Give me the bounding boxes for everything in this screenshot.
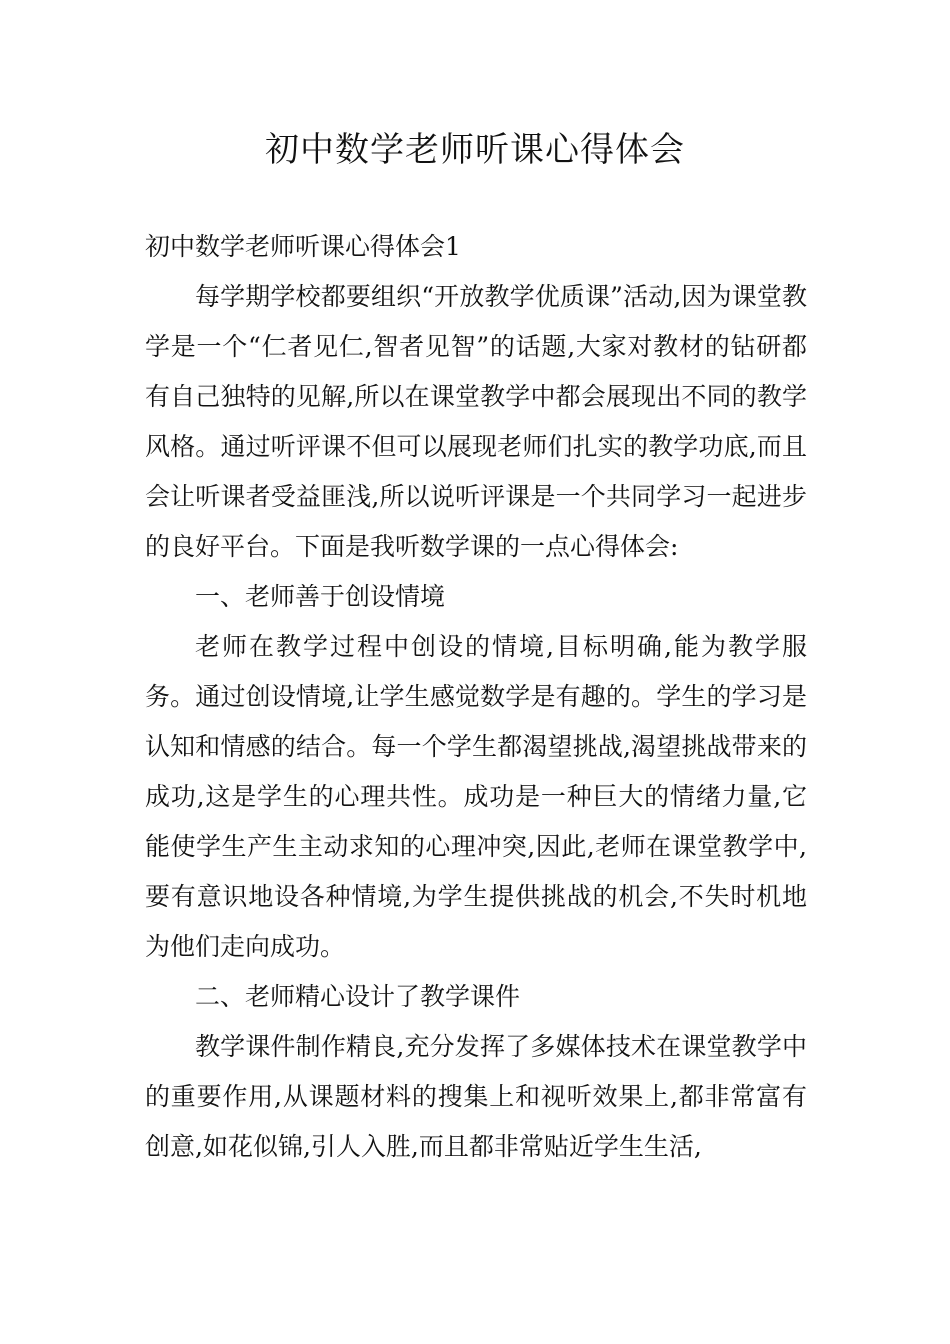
document-body (145, 222, 807, 1172)
section-subtitle: 初中数学老师听课心得体会1 (145, 232, 461, 261)
document-title: 初中数学老师听课心得体会 (265, 130, 685, 170)
section-heading: 一、老师善于创设情境 (195, 582, 446, 611)
body-paragraph: 老师在教学过程中创设的情境,目标明确,能为教学服务。通过创设情境,让学生感觉数学是有趣的。学生的学习是认知和情感的结合。每一个学生都渴望挑战,渴望挑战带来的成功,这是学生的心理共性。成功是一种巨大的情绪力量,它能使学生产生主动求知的心理冲突,因此,老师在课堂教学中,要有意识地设各种情境,为学生提供挑战的机会,不失时机地为他们走向成功。 (145, 632, 807, 961)
body-paragraph: 每学期学校都要组织“开放教学优质课”活动,因为课堂教学是一个“仁者见仁,智者见智”的话题,大家对教材的钻研都有自己独特的见解,所以在课堂教学中都会展现出不同的教学风格。通过听评课不但可以展现老师们扎实的教学功底,而且会让听课者受益匪浅,所以说听评课是一个共同学习一起进步的良好平台。下面是我听数学课的一点心得体会: (145, 282, 807, 561)
body-paragraph: 教学课件制作精良,充分发挥了多媒体技术在课堂教学中的重要作用,从课题材料的搜集上和视听效果上,都非常富有创意,如花似锦,引人入胜,而且都非常贴近学生生活, (145, 1032, 807, 1161)
section-heading: 二、老师精心设计了教学课件 (195, 982, 521, 1011)
